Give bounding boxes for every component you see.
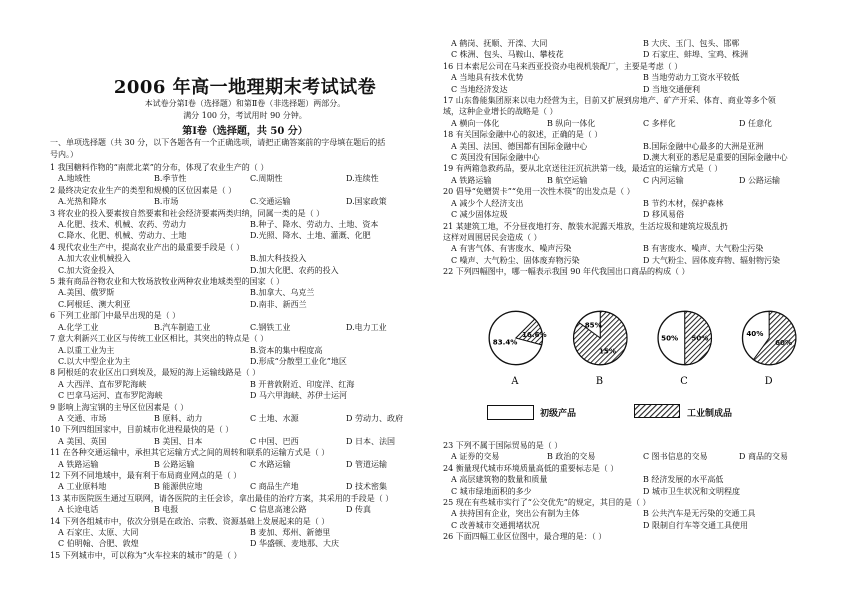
question-text: 10 下列四组国家中，目前城市化进程最快的是（ ） — [50, 425, 234, 435]
answer-option: C 减少固体垃圾 — [451, 210, 508, 220]
answer-option: A.地域性 — [58, 174, 91, 184]
answer-option: C 土地、水源 — [250, 413, 299, 423]
answer-option: A.化肥、技术、机械、农药、劳动力 — [58, 220, 187, 230]
answer-options-row — [443, 118, 835, 129]
question-text: 4 现代农业生产中，提高农业产出的最重要手段是（ ） — [50, 242, 245, 252]
answer-options-row — [443, 209, 835, 220]
answer-option: B 公路运输 — [154, 459, 195, 469]
answer-options-row — [50, 196, 442, 207]
section-heading: 第Ⅰ卷（选择题，共 50 分） — [182, 126, 308, 137]
answer-option: D 华盛顿、麦地那、大庆 — [250, 539, 339, 549]
answer-options-row — [443, 520, 835, 531]
pie-label-primary: 83.4% — [492, 337, 518, 347]
answer-options-row — [443, 198, 835, 209]
question-text: 这样对周围居民会造成（ ） — [443, 232, 542, 242]
answer-option: A 有害气体、有害废水、噪声污染 — [451, 244, 572, 254]
legend-label-manufactured: 工业制成品 — [687, 409, 733, 419]
answer-option: D.澳大利亚的悉尼是重要的国际金融中心 — [643, 153, 788, 163]
answer-option: A 大西洋、直布罗陀海峡 — [58, 379, 147, 389]
answer-options-row — [443, 152, 835, 163]
question-text: 25 现在有些城市实行了“公交优先”的规定，其目的是（ ） — [443, 498, 651, 508]
answer-option: B 能源供应地 — [154, 482, 203, 492]
answer-option: C 中国、巴西 — [250, 436, 299, 446]
question-text: 12 下列不同地域中，最有利于布局商业网点的是（ ） — [50, 470, 242, 480]
question-text: 9 影响上海宝钢的主导区位因素是（ ） — [50, 402, 189, 412]
right-question-list-bottom — [443, 440, 835, 543]
answer-option: D 大气粉尘、固体废弃物、辐射物污染 — [643, 255, 780, 265]
answer-option: A 铁路运输 — [451, 175, 492, 185]
question-text: 8 阿根廷的农业区出口到埃及，最短的海上运输线路是（ ） — [50, 368, 261, 378]
answer-option: B.季节性 — [154, 174, 187, 184]
answer-option: D 传真 — [346, 505, 371, 515]
answer-option: D 劳动力、政府 — [346, 413, 403, 423]
answer-option: A.化学工业 — [58, 322, 99, 332]
answer-option: B.资本的集中程度高 — [250, 345, 323, 355]
pie-chart-D — [743, 311, 796, 386]
answer-option: B 电报 — [154, 505, 179, 515]
answer-options-row — [50, 356, 442, 367]
answer-option: B 政治的交易 — [547, 452, 596, 462]
answer-option: B 航空运输 — [547, 175, 588, 185]
answer-option: A 美国、英国 — [58, 436, 107, 446]
pie-label-primary: 40% — [746, 329, 764, 339]
pie-chart-A — [489, 311, 546, 386]
question-text: 17 山东鲁能集团原来以电力经营为主，目前又扩展到房地产、矿产开采、体育、商业等多个领 — [443, 96, 776, 106]
answer-option: C 噪声、大气粉尘、固体废弃物污染 — [451, 255, 580, 265]
answer-options-row — [443, 451, 835, 462]
answer-option: C 图书信息的交易 — [643, 452, 708, 462]
answer-option: D 商品的交易 — [739, 452, 788, 462]
question-text: 6 下列工业部门中最早出现的是（ ） — [50, 311, 181, 321]
left-question-list — [50, 162, 442, 561]
question-text: 26 下面四幅工业区位图中，最合理的是：（ ） — [443, 532, 607, 542]
answer-option: A.美国、俄罗斯 — [58, 288, 115, 298]
question-text: 14 下列各组城市中，依次分别是在政治、宗教、资源基础上发展起来的是（ ） — [50, 516, 330, 526]
answer-options-row — [50, 265, 442, 276]
exam-note-2: 满分 100 分，考试用时 90 分钟。 — [183, 111, 307, 120]
answer-options-row — [443, 84, 835, 95]
legend-swatch-manufactured — [634, 404, 681, 419]
answer-option: D.形成“分散型工业化”地区 — [250, 356, 347, 366]
answer-options-row — [443, 49, 835, 60]
answer-options-row — [50, 253, 442, 264]
answer-option: D.电力工业 — [346, 322, 387, 332]
answer-option: B 麦加、郑州、新德里 — [250, 528, 331, 537]
answer-option: D 管道运输 — [346, 459, 387, 469]
answer-options-row — [50, 299, 442, 310]
answer-option: D.光照、降水、土地、灌溉、化肥 — [250, 231, 371, 241]
answer-options-row — [443, 72, 835, 83]
answer-option: A 石家庄、太原、大同 — [58, 528, 139, 537]
question-text: 21 某建筑工地，不分昼夜地打夯、散装水泥露天堆放，生活垃圾和建筑垃圾乱扔 — [443, 221, 728, 231]
answer-option: A 长途电话 — [58, 505, 99, 515]
answer-options-row — [50, 219, 442, 230]
answer-option: A 扶持国有企业，突出公有制为主体 — [451, 509, 580, 519]
answer-option: D.连续性 — [346, 174, 379, 184]
answer-option: B 公共汽车是无污染的交通工具 — [643, 509, 756, 519]
answer-option: B 原料、动力 — [154, 413, 203, 423]
pie-option-letter: A — [511, 376, 519, 386]
answer-option: C.阿根廷、澳大利亚 — [58, 299, 131, 309]
instructions-line-2: 号内。） — [50, 150, 78, 159]
pie-chart-C — [658, 311, 711, 386]
question-text: 域，这种企业增长的战略是（ ） — [443, 107, 558, 117]
answer-option: B 纵向一体化 — [547, 118, 596, 128]
question-text: 2 最终决定农业生产的类型和规模的区位因素是（ ） — [50, 185, 237, 195]
answer-option: C 当地经济发达 — [451, 84, 508, 94]
answer-option: B.汽车制造工业 — [154, 322, 211, 332]
answer-options-row — [50, 173, 442, 184]
answer-options-row — [443, 175, 835, 186]
question-text: 22 下列四幅图中，哪一幅表示我国 90 年代我国出口商品的构成（ ） — [443, 267, 690, 277]
answer-option: A.加大农业机械投入 — [58, 254, 131, 264]
question-text: 5 兼有商品谷物农业和大牧场放牧业两种农业地域类型的国家（ ） — [50, 277, 285, 287]
answer-option: B 大庆、玉门、包头、邯郸 — [643, 39, 740, 48]
export-composition-pie-charts — [455, 306, 830, 386]
answer-options-row — [50, 230, 442, 241]
answer-option: B 节约木材，保护森林 — [643, 198, 724, 208]
question-text: 13 某市医院医生通过互联网，请各医院的主任会诊，拿出最佳的治疗方案，其采用的手段是（ ） — [50, 493, 394, 503]
answer-option: D 石家庄、蚌埠、宝鸡、株洲 — [643, 50, 748, 60]
answer-option: B.加大科技投入 — [250, 254, 307, 264]
pie-label-manufactured: 15% — [598, 346, 616, 356]
answer-option: A 证券的交易 — [451, 452, 500, 462]
answer-option: D.国家政策 — [346, 197, 387, 207]
answer-options-row — [443, 243, 835, 254]
answer-options-row — [50, 538, 442, 549]
question-text: 11 在各种交通运输中，承担其它运输方式之间的周转和联系的运输方式是（ ） — [50, 448, 330, 458]
pie-label-primary: 85% — [584, 320, 602, 330]
answer-option: B.市场 — [154, 197, 179, 207]
answer-option: D 日本、法国 — [346, 436, 395, 446]
answer-options-row — [50, 436, 442, 447]
answer-option: D 公路运输 — [739, 175, 780, 185]
answer-options-row — [50, 459, 442, 470]
answer-option: D 城市卫生状况和文明程度 — [643, 486, 740, 496]
answer-options-row — [443, 38, 835, 49]
answer-options-row — [50, 379, 442, 390]
answer-option: A 减少个人经济支出 — [451, 198, 524, 208]
answer-option: C 英国没有国际金融中心 — [451, 153, 540, 163]
answer-options-row — [50, 345, 442, 356]
question-text: 20 倡导“免赠贺卡”“免用一次性木筷”的出发点是（ ） — [443, 187, 635, 197]
answer-options-row — [50, 504, 442, 515]
answer-option: C.降水、化肥、机械、劳动力、土地 — [58, 231, 187, 241]
answer-option: A 铁路运输 — [58, 459, 99, 469]
question-text: 18 有关国际金融中心的叙述，正确的是（ ） — [443, 130, 603, 140]
pie-label-primary: 50% — [661, 333, 679, 343]
answer-option: B 当地劳动力工资水平较低 — [643, 73, 740, 83]
answer-option: B.加拿大、乌克兰 — [250, 288, 315, 298]
question-text: 1 我国糖料作物的“南蔗北菜”的分布，体现了农业生产的（ ） — [50, 163, 269, 172]
answer-option: C 内河运输 — [643, 175, 684, 185]
answer-option: A 鹤岗、抚顺、开滦、大同 — [451, 39, 548, 48]
answer-option: B 开普敦附近、印度洋、红海 — [250, 379, 355, 389]
answer-option: C.周期性 — [250, 174, 283, 184]
answer-option: C 株洲、包头、马鞍山、攀枝花 — [451, 50, 564, 60]
answer-options-row — [50, 481, 442, 492]
answer-options-row — [50, 322, 442, 333]
exam-note-1: 本试卷分第Ⅰ卷（选择题）和第Ⅱ卷（非选择题）两部分。 — [144, 99, 346, 108]
answer-option: C 改善城市交通拥堵状况 — [451, 520, 540, 530]
question-text: 3 将农业的投入要素按自然要素和社会经济要素两类归纳，同属一类的是（ ） — [50, 208, 325, 218]
answer-option: B.国际金融中心最多的大洲是亚洲 — [643, 141, 764, 151]
question-text: 7 意大利新兴工业区与传统工业区相比，其突出的特点是（ ） — [50, 334, 269, 344]
answer-option: C 信息高速公路 — [250, 505, 307, 515]
answer-options-row — [50, 287, 442, 298]
answer-options-row — [50, 527, 442, 538]
answer-option: B 有害废水、噪声、大气粉尘污染 — [643, 244, 764, 254]
answer-option: A 当地具有技术优势 — [451, 73, 524, 83]
answer-option: A 交通、市场 — [58, 413, 107, 423]
answer-option: D 限制自行车等交通工具使用 — [643, 520, 748, 530]
answer-option: A 工业原料地 — [58, 482, 107, 492]
question-text: 23 下列不属于国际贸易的是（ ） — [443, 441, 563, 450]
answer-option: C 商品生产地 — [250, 482, 299, 492]
answer-option: C 水路运输 — [250, 459, 291, 469]
answer-option: C 多样化 — [643, 118, 676, 128]
pie-option-letter: C — [680, 376, 688, 386]
pie-option-letter: D — [764, 376, 773, 386]
answer-option: C.交通运输 — [250, 197, 291, 207]
instructions — [50, 137, 440, 161]
pie-option-letter: B — [595, 376, 604, 386]
legend-label-primary: 初级产品 — [540, 409, 577, 419]
answer-option: C 城市绿地面积的多少 — [451, 486, 532, 496]
instructions-line-1: 一、单项选择题（共 30 分，以下各题各有一个正确选项，请把正确答案前的字母填在题后的括 — [50, 138, 386, 147]
answer-options-row — [50, 390, 442, 401]
answer-options-row — [443, 486, 835, 497]
answer-option: A.以重工业为主 — [58, 345, 115, 355]
answer-option: A 高层建筑物的数量和质量 — [451, 475, 548, 485]
answer-option: D 当地交通便利 — [643, 84, 700, 94]
answer-options-row — [443, 474, 835, 485]
answer-option: A 横向一体化 — [451, 118, 500, 128]
pie-chart-legend — [487, 403, 773, 423]
answer-option: C 伯明翰、合肥、敦煌 — [58, 539, 139, 549]
answer-options-row — [443, 255, 835, 266]
right-question-list — [443, 38, 835, 278]
question-text: 15 下列城市中，可以称为“火车拉来的城市”的是（ ） — [50, 550, 242, 560]
answer-option: B 经济发展的水平高低 — [643, 475, 724, 485]
answer-option: A.光热和降水 — [58, 197, 107, 207]
pie-label-manufactured: 16.6% — [521, 329, 547, 339]
answer-option: D.加大化肥、农药的投入 — [250, 265, 339, 275]
question-text: 16 日本索尼公司在马来西亚投资办电视机装配厂，主要是考虑（ ） — [443, 61, 683, 71]
answer-option: C 巴拿马运河、直布罗陀海峡 — [58, 391, 163, 401]
answer-options-row — [443, 141, 835, 152]
answer-option: A 美国、法国、德国都有国际金融中心 — [451, 141, 588, 151]
answer-option: D 马六甲海峡、苏伊士运河 — [250, 391, 347, 401]
question-text: 24 衡量现代城市环境质量高低的重要标志是（ ） — [443, 463, 619, 473]
answer-options-row — [50, 413, 442, 424]
answer-option: D 技术密集 — [346, 482, 387, 492]
answer-option: B.种子、降水、劳动力、土地、资本 — [250, 220, 379, 230]
answer-option: D.南非、新西兰 — [250, 299, 307, 309]
answer-option: D 移风易俗 — [643, 210, 684, 220]
answer-option: C.加大资金投入 — [58, 265, 115, 275]
pie-label-manufactured: 60% — [775, 338, 793, 348]
answer-option: C.以大中型企业为主 — [58, 356, 131, 366]
answer-option: B 美国、日本 — [154, 436, 203, 446]
answer-option: C.钢铁工业 — [250, 322, 291, 332]
legend-swatch-primary — [487, 405, 534, 420]
exam-title: 2006 年高一地理期末考试试卷 — [113, 77, 377, 98]
pie-chart-B — [574, 311, 627, 386]
pie-label-manufactured: 50% — [691, 333, 709, 343]
answer-options-row — [443, 508, 835, 519]
question-text: 19 有两箱急救药品，要从北京送往汪沉抗洪第一线，最适宜的运输方式是（ ） — [443, 164, 723, 174]
answer-option: D 任意化 — [739, 118, 772, 128]
